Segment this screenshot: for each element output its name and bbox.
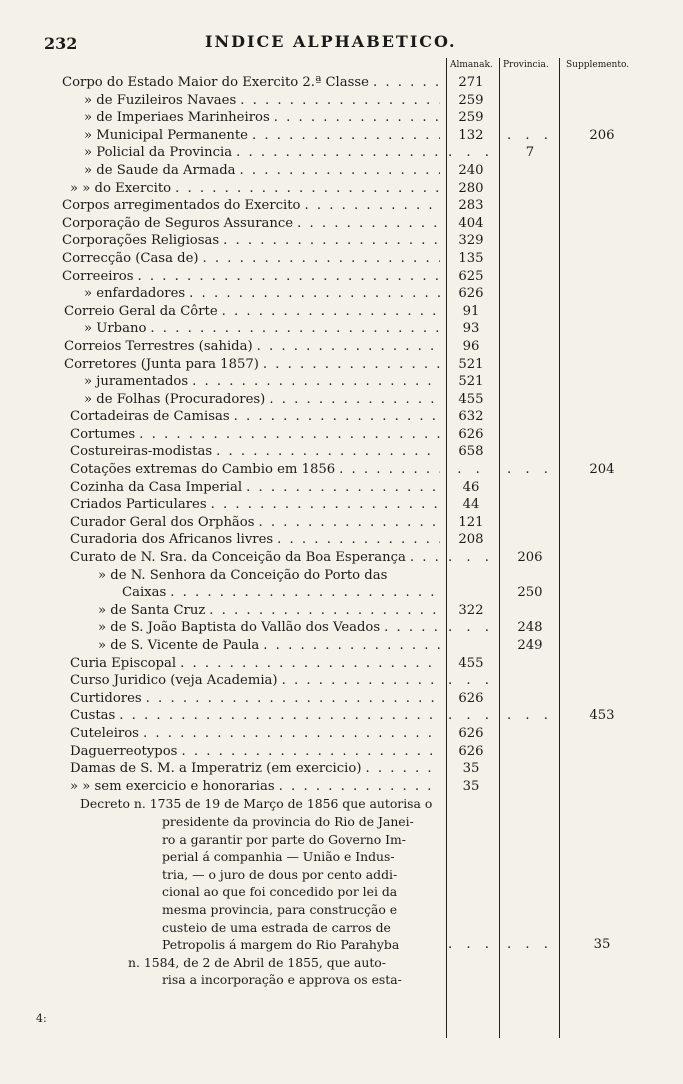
decree-text: custeio de uma estrada de carros de xyxy=(162,919,391,935)
index-entry xyxy=(0,303,683,321)
decree-text: cional ao que foi concedido por lei da xyxy=(162,884,398,900)
entry-c1-value: 626 xyxy=(458,426,484,442)
entry-text: Caixas xyxy=(122,585,167,601)
entry-c2-value: 248 xyxy=(517,620,543,636)
decree-text: mesma provincia, para construcção e xyxy=(162,901,398,917)
entry-text: » enfardadores xyxy=(84,286,186,302)
leader-dots xyxy=(234,408,440,426)
leader-dots xyxy=(277,531,440,549)
decree-text: presidente da provincia do Rio de Janei- xyxy=(162,813,414,829)
decree-text: perial á companhia — União e Indus- xyxy=(162,849,395,865)
page-number: 232 xyxy=(44,34,78,53)
entry-c1-value: . . . xyxy=(448,673,494,689)
entry-text: Criados Particulares xyxy=(70,497,207,513)
leader-dots xyxy=(259,514,440,532)
index-entry xyxy=(0,672,683,690)
index-entry xyxy=(0,250,683,268)
decree-label: Decreto n. 1735 de 19 de Março de 1856 que autorisa o xyxy=(80,796,433,812)
index-entry xyxy=(0,74,683,92)
leader-dots xyxy=(373,74,440,92)
leader-dots xyxy=(175,180,440,198)
entry-c1-value: 208 xyxy=(458,532,484,548)
leader-dots xyxy=(339,461,440,479)
leader-dots xyxy=(257,338,440,356)
entry-text: Curador Geral dos Orphãos xyxy=(70,514,255,530)
leader-dots xyxy=(223,232,440,250)
decree-line xyxy=(0,813,683,831)
entry-text: » de N. Senhora da Conceição do Porto das xyxy=(98,567,388,583)
entry-c1-value: 132 xyxy=(458,127,484,143)
leader-dots xyxy=(137,268,440,286)
entry-c1-value: 240 xyxy=(458,162,484,178)
entry-text: » de S. João Baptista do Vallão dos Veados xyxy=(98,620,381,636)
decree-line xyxy=(0,883,683,901)
entry-c1-value: . . . xyxy=(448,145,494,161)
index-entry xyxy=(0,637,683,655)
decree-entry xyxy=(0,795,683,813)
index-entry xyxy=(0,373,683,391)
leader-dots xyxy=(365,760,440,778)
entry-text: Custas xyxy=(70,708,116,724)
entry-c2-value: 250 xyxy=(517,585,543,601)
leader-dots xyxy=(139,426,440,444)
index-entry xyxy=(0,549,683,567)
entry-c2-value: . . . xyxy=(507,462,553,478)
decree-text: ro a garantir por parte do Governo Im- xyxy=(162,831,406,847)
leader-dots xyxy=(274,109,440,127)
entry-text: Costureiras-modistas xyxy=(70,444,213,460)
entry-c1-value: 44 xyxy=(462,497,480,513)
index-entry xyxy=(0,144,683,162)
leader-dots xyxy=(282,672,440,690)
index-entry xyxy=(0,408,683,426)
entry-c1-value: 93 xyxy=(462,321,480,337)
leader-dots xyxy=(211,496,440,514)
entry-text: » Urbano xyxy=(84,321,147,337)
entry-c3-value: 453 xyxy=(589,708,615,724)
leader-dots xyxy=(263,356,440,374)
index-entry xyxy=(0,743,683,761)
entry-text: » » do Exercito xyxy=(70,180,172,196)
index-entry xyxy=(0,285,683,303)
entry-text: Damas de S. M. a Imperatriz (em exercicio) xyxy=(70,761,362,777)
entry-c1-value: 259 xyxy=(458,110,484,126)
leader-dots xyxy=(279,778,440,796)
index-entry xyxy=(0,426,683,444)
entry-c1-value: 322 xyxy=(458,602,484,618)
entry-text: Corporação de Seguros Assurance xyxy=(62,215,294,231)
index-entry xyxy=(0,760,683,778)
leader-dots xyxy=(216,443,440,461)
index-entry xyxy=(0,778,683,796)
leader-dots xyxy=(146,690,440,708)
entry-text: » de Folhas (Procuradores) xyxy=(84,391,266,407)
entry-c1-value: 455 xyxy=(458,655,484,671)
index-entry xyxy=(0,180,683,198)
entry-c3-value: 204 xyxy=(589,462,615,478)
entry-text: » » sem exercicio e honorarias xyxy=(70,778,275,794)
index-entry xyxy=(0,338,683,356)
decree-c2-value: . . . xyxy=(507,937,553,953)
entry-text: » de Santa Cruz xyxy=(98,602,206,618)
entry-c1-value: 404 xyxy=(458,215,484,231)
decree-line xyxy=(0,848,683,866)
entry-c1-value: 135 xyxy=(458,250,484,266)
index-entry xyxy=(0,496,683,514)
column-header-supplemento: Supplemento. xyxy=(566,60,630,70)
entry-text: Curso Juridico (veja Academia) xyxy=(70,673,278,689)
index-entry xyxy=(0,356,683,374)
column-header-almanak: Almanak. xyxy=(450,60,493,70)
index-entry xyxy=(0,443,683,461)
entry-text: Cotações extremas do Cambio em 1856 xyxy=(70,462,336,478)
decree-line xyxy=(0,866,683,884)
leader-dots xyxy=(384,619,440,637)
decree-label: n. 1584, de 2 de Abril de 1855, que auto- xyxy=(128,954,386,970)
index-entry xyxy=(0,320,683,338)
entry-c1-value: 626 xyxy=(458,286,484,302)
leader-dots xyxy=(246,479,440,497)
decree-text: risa a incorporação e approva os esta- xyxy=(162,972,402,988)
entry-c2-value: . . . xyxy=(507,708,553,724)
entry-c1-value: . . . xyxy=(448,550,494,566)
entry-c1-value: 96 xyxy=(462,338,480,354)
entry-c1-value: 35 xyxy=(462,761,480,777)
entry-text: Corpo do Estado Maior do Exercito 2.ª Classe xyxy=(62,75,369,90)
index-entry xyxy=(0,619,683,637)
entry-text: Corporações Religiosas xyxy=(62,233,220,249)
decree-line xyxy=(0,831,683,849)
decree-c3-value: 35 xyxy=(593,937,611,953)
entry-c1-value: 626 xyxy=(458,725,484,741)
entry-c2-value: 7 xyxy=(525,145,535,161)
index-entry xyxy=(0,162,683,180)
entry-c1-value: 283 xyxy=(458,198,484,214)
leader-dots xyxy=(240,92,440,110)
entry-c3-value: 206 xyxy=(589,127,615,143)
index-entries xyxy=(0,74,683,989)
leader-dots xyxy=(209,602,440,620)
decree-line xyxy=(0,919,683,937)
index-entry xyxy=(0,197,683,215)
leader-dots xyxy=(305,197,440,215)
column-header-provincia: Provincia. xyxy=(503,60,549,70)
index-entry xyxy=(0,461,683,479)
entry-text: Curia Episcopal xyxy=(70,655,177,671)
leader-dots xyxy=(203,250,440,268)
leader-dots xyxy=(150,320,440,338)
leader-dots xyxy=(252,127,440,145)
leader-dots xyxy=(192,373,440,391)
entry-c2-value: 206 xyxy=(517,550,543,566)
index-entry xyxy=(0,479,683,497)
entry-text: Curato de N. Sra. da Conceição da Boa Esperança xyxy=(70,550,406,566)
decree-line xyxy=(0,971,683,989)
entry-c1-value: 259 xyxy=(458,92,484,108)
entry-c1-value: 329 xyxy=(458,233,484,249)
decree-line xyxy=(0,936,683,954)
entry-text: Corpos arregimentados do Exercito xyxy=(62,198,301,214)
entry-c1-value: 625 xyxy=(458,268,484,284)
entry-text: Curtidores xyxy=(70,690,142,706)
entry-text: Correeiros xyxy=(62,268,134,284)
entry-text: » de S. Vicente de Paula xyxy=(98,638,260,653)
index-entry xyxy=(0,215,683,233)
entry-c1-value: . . xyxy=(457,462,485,478)
entry-c1-value: 632 xyxy=(458,409,484,425)
entry-text: » Municipal Permanente xyxy=(84,127,248,143)
leader-dots xyxy=(170,584,440,602)
leader-dots xyxy=(410,549,440,567)
leader-dots xyxy=(297,215,440,233)
index-entry xyxy=(0,690,683,708)
leader-dots xyxy=(181,743,440,761)
entry-c1-value: 626 xyxy=(458,743,484,759)
entry-text: Correios Terrestres (sahida) xyxy=(64,338,253,354)
running-head: INDICE ALPHABETICO. xyxy=(205,32,457,51)
entry-c1-value: 521 xyxy=(458,374,484,390)
entry-c2-value: . . . xyxy=(507,127,553,143)
leader-dots xyxy=(222,303,440,321)
entry-text: Daguerreotypos xyxy=(70,743,178,759)
index-entry xyxy=(0,531,683,549)
index-entry xyxy=(0,584,683,602)
entry-c1-value: 271 xyxy=(458,75,484,90)
leader-dots xyxy=(236,144,440,162)
entry-c1-value: . . . xyxy=(448,620,494,636)
entry-text: Corretores (Junta para 1857) xyxy=(64,356,259,372)
decree-text: tria, — o juro de dous por cento addi- xyxy=(162,866,398,882)
leader-dots xyxy=(240,162,440,180)
decree-text: Petropolis á margem do Rio Parahyba xyxy=(162,937,400,953)
index-entry xyxy=(0,725,683,743)
entry-text: Correcção (Casa de) xyxy=(62,250,199,266)
entry-text: » de Fuzileiros Navaes xyxy=(84,92,237,108)
entry-text: Cozinha da Casa Imperial xyxy=(70,479,243,495)
entry-text: Cuteleiros xyxy=(70,725,139,741)
index-entry xyxy=(0,391,683,409)
leader-dots xyxy=(269,391,440,409)
entry-text: » juramentados xyxy=(84,374,189,390)
entry-c1-value: 91 xyxy=(462,303,480,319)
index-entry xyxy=(0,268,683,286)
index-entry xyxy=(0,655,683,673)
entry-c1-value: 455 xyxy=(458,391,484,407)
leader-dots xyxy=(189,285,440,303)
entry-text: » Policial da Provincia xyxy=(84,145,233,161)
entry-c1-value: 521 xyxy=(458,356,484,372)
index-entry xyxy=(0,514,683,532)
entry-text: Cortadeiras de Camisas xyxy=(70,409,230,425)
entry-c2-value: 249 xyxy=(517,638,543,653)
index-entry xyxy=(0,232,683,250)
decree-entry xyxy=(0,954,683,972)
entry-text: » de Saude da Armada xyxy=(84,162,236,178)
entry-c1-value: 280 xyxy=(458,180,484,196)
index-entry xyxy=(0,567,683,585)
decree-line xyxy=(0,901,683,919)
index-entry xyxy=(0,109,683,127)
entry-c1-value: 35 xyxy=(462,778,480,794)
entry-text: » de Imperiaes Marinheiros xyxy=(84,110,270,126)
entry-c1-value: . . . xyxy=(448,708,494,724)
index-entry xyxy=(0,127,683,145)
entry-c1-value: 626 xyxy=(458,690,484,706)
margin-mark: 4: xyxy=(36,1012,47,1025)
entry-text: Cortumes xyxy=(70,426,136,442)
index-entry xyxy=(0,92,683,110)
entry-text: Curadoria dos Africanos livres xyxy=(70,532,274,548)
entry-c1-value: 46 xyxy=(462,479,480,495)
leader-dots xyxy=(119,707,440,725)
index-entry xyxy=(0,602,683,620)
entry-c1-value: 121 xyxy=(458,514,484,530)
decree-c1-value: . . . xyxy=(448,937,494,953)
entry-c1-value: 658 xyxy=(458,444,484,460)
leader-dots xyxy=(263,637,440,655)
index-entry xyxy=(0,707,683,725)
leader-dots xyxy=(180,655,440,673)
entry-text: Correio Geral da Côrte xyxy=(64,303,218,319)
leader-dots xyxy=(143,725,440,743)
